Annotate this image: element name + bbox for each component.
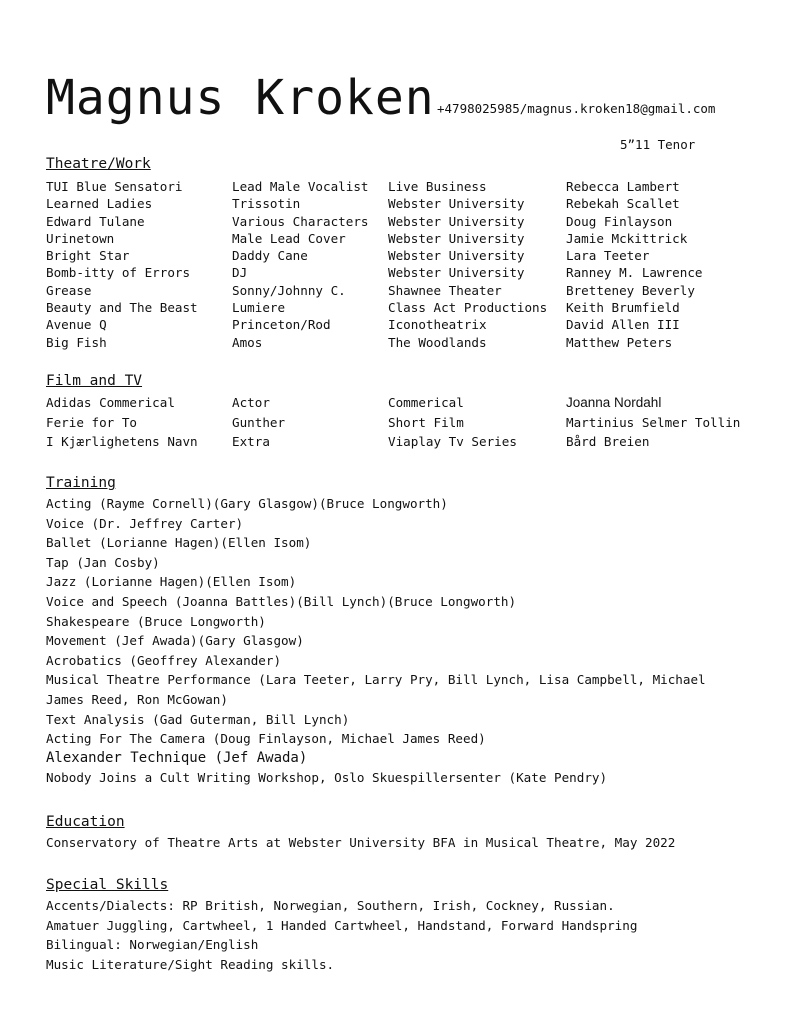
role: Amos bbox=[232, 334, 263, 350]
venue: Shawnee Theater bbox=[388, 282, 502, 298]
production-type: Viaplay Tv Series bbox=[388, 434, 517, 450]
skill-item: Bilingual: Norwegian/English bbox=[46, 937, 259, 953]
show-title: Edward Tulane bbox=[46, 213, 145, 229]
skill-item: Amatuer Juggling, Cartwheel, 1 Handed Cartwheel, Handstand, Forward Handspring bbox=[46, 917, 638, 933]
venue: Webster University bbox=[388, 213, 525, 229]
director: Martinius Selmer Tollin bbox=[566, 414, 741, 430]
actor-name: Magnus Kroken bbox=[46, 70, 435, 126]
theatre-row bbox=[46, 265, 766, 282]
training-item: Acrobatics (Geoffrey Alexander) bbox=[46, 652, 282, 668]
theatre-heading: Theatre/Work bbox=[46, 156, 151, 172]
theatre-credits-table bbox=[46, 179, 766, 352]
role: Gunther bbox=[232, 414, 286, 430]
theatre-row bbox=[46, 214, 766, 231]
role: Various Characters bbox=[232, 213, 369, 229]
venue: Live Business bbox=[388, 179, 487, 194]
training-item: Voice (Dr. Jeffrey Carter) bbox=[46, 515, 244, 531]
education-heading: Education bbox=[46, 814, 125, 830]
show-title: Learned Ladies bbox=[46, 196, 153, 212]
venue: Webster University bbox=[388, 265, 525, 281]
show-title: Bomb-itty of Errors bbox=[46, 265, 191, 281]
skill-item: Music Literature/Sight Reading skills. bbox=[46, 956, 335, 972]
show-title: Grease bbox=[46, 282, 92, 298]
role: Daddy Cane bbox=[232, 248, 308, 264]
film-credits-table bbox=[46, 395, 766, 454]
film-row bbox=[46, 434, 766, 454]
production-type: Commerical bbox=[388, 395, 464, 410]
venue: Webster University bbox=[388, 196, 525, 212]
theatre-row bbox=[46, 317, 766, 334]
venue: Class Act Productions bbox=[388, 300, 548, 316]
role: Lumiere bbox=[232, 300, 286, 316]
show-title: TUI Blue Sensatori bbox=[46, 179, 183, 194]
training-item: Acting For The Camera (Doug Finlayson, Michael James Reed) bbox=[46, 731, 486, 747]
contact-info: +4798025985/magnus.kroken18@gmail.com bbox=[437, 101, 716, 116]
film-title: Ferie for To bbox=[46, 414, 137, 430]
show-title: Avenue Q bbox=[46, 317, 107, 333]
role: Actor bbox=[232, 395, 270, 410]
training-item: Ballet (Lorianne Hagen)(Ellen Isom) bbox=[46, 535, 312, 551]
director: Doug Finlayson bbox=[566, 213, 673, 229]
education-item: Conservatory of Theatre Arts at Webster University BFA in Musical Theatre, May 2022 bbox=[46, 835, 676, 850]
director: Rebecca Lambert bbox=[566, 179, 680, 194]
venue: Webster University bbox=[388, 230, 525, 246]
role: Male Lead Cover bbox=[232, 230, 346, 246]
production-type: Short Film bbox=[388, 414, 464, 430]
training-item: James Reed, Ron McGowan) bbox=[46, 691, 228, 707]
theatre-row bbox=[46, 179, 766, 196]
show-title: Bright Star bbox=[46, 248, 130, 264]
theatre-row bbox=[46, 231, 766, 248]
show-title: Big Fish bbox=[46, 334, 107, 350]
director: Ranney M. Lawrence bbox=[566, 265, 703, 281]
venue: Iconotheatrix bbox=[388, 317, 487, 333]
film-heading: Film and TV bbox=[46, 373, 143, 389]
height-voice-type: 5”11 Tenor bbox=[620, 137, 696, 152]
training-item: Musical Theatre Performance (Lara Teeter, Larry Pry, Bill Lynch, Lisa Campbell, Michael bbox=[46, 672, 706, 688]
training-item: Text Analysis (Gad Guterman, Bill Lynch) bbox=[46, 711, 350, 727]
theatre-row bbox=[46, 335, 766, 352]
theatre-row bbox=[46, 248, 766, 265]
training-item: Nobody Joins a Cult Writing Workshop, Oslo Skuespillersenter (Kate Pendry) bbox=[46, 770, 608, 786]
show-title: Urinetown bbox=[46, 230, 115, 246]
training-item: Voice and Speech (Joanna Battles)(Bill Lynch)(Bruce Longworth) bbox=[46, 593, 517, 609]
education-list bbox=[46, 833, 746, 853]
skills-heading: Special Skills bbox=[46, 877, 169, 893]
director: Bretteney Beverly bbox=[566, 282, 695, 298]
role: Extra bbox=[232, 434, 270, 450]
director: Jamie Mckittrick bbox=[566, 230, 688, 246]
skills-list bbox=[46, 896, 746, 974]
skill-item: Accents/Dialects: RP British, Norwegian, Southern, Irish, Cockney, Russian. bbox=[46, 898, 615, 913]
film-title: I Kjærlighetens Navn bbox=[46, 434, 198, 450]
role: DJ bbox=[232, 265, 248, 281]
training-list bbox=[46, 494, 746, 788]
director: Bård Breien bbox=[566, 434, 650, 450]
theatre-row bbox=[46, 283, 766, 300]
venue: Webster University bbox=[388, 248, 525, 264]
training-item: Jazz (Lorianne Hagen)(Ellen Isom) bbox=[46, 574, 297, 590]
director: Lara Teeter bbox=[566, 248, 650, 264]
theatre-row bbox=[46, 300, 766, 317]
director: Joanna Nordahl bbox=[566, 395, 662, 410]
role: Sonny/Johnny C. bbox=[232, 282, 346, 298]
film-row bbox=[46, 415, 766, 435]
role: Princeton/Rod bbox=[232, 317, 331, 333]
director: Matthew Peters bbox=[566, 334, 673, 350]
training-item: Shakespeare (Bruce Longworth) bbox=[46, 613, 266, 629]
training-item: Acting (Rayme Cornell)(Gary Glasgow)(Bruce Longworth) bbox=[46, 496, 448, 511]
director: Keith Brumfield bbox=[566, 300, 680, 316]
venue: The Woodlands bbox=[388, 334, 487, 350]
theatre-row bbox=[46, 196, 766, 213]
training-item: Tap (Jan Cosby) bbox=[46, 554, 160, 570]
training-heading: Training bbox=[46, 475, 116, 491]
director: Rebekah Scallet bbox=[566, 196, 680, 212]
training-item: Movement (Jef Awada)(Gary Glasgow) bbox=[46, 633, 304, 649]
role: Lead Male Vocalist bbox=[232, 179, 369, 194]
film-row bbox=[46, 395, 766, 415]
film-title: Adidas Commerical bbox=[46, 395, 175, 410]
training-item: Alexander Technique (Jef Awada) bbox=[46, 749, 308, 766]
show-title: Beauty and The Beast bbox=[46, 300, 198, 316]
role: Trissotin bbox=[232, 196, 301, 212]
director: David Allen III bbox=[566, 317, 680, 333]
